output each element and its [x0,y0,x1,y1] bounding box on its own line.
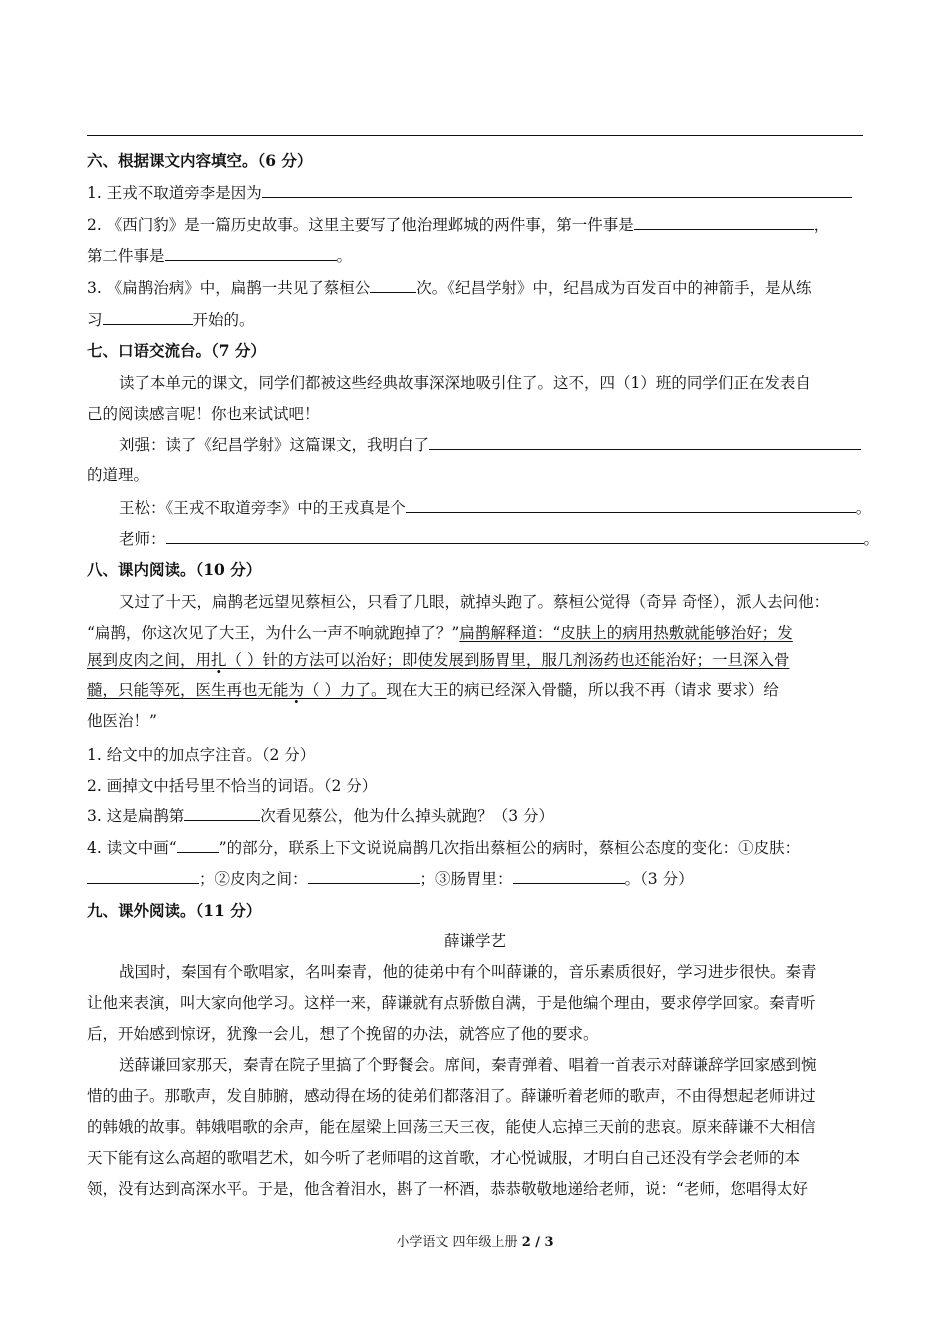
s8-p3-a: 展到皮肉之间，用 [87,651,212,669]
s8-q4-e: 。（3 分） [624,870,694,888]
s8-question-2: 2. 画掉文中括号里不恰当的词语。（2 分） [87,777,378,795]
s8-q4-d: ；③肠胃里： [419,870,513,888]
s6-question-1 [87,183,863,203]
s8-passage-line-5: 他医治！” [87,712,157,730]
s8-passage-line-1: 又过了十天，扁鹊老远望见蔡桓公，只看了几眼，就掉头跑了。蔡桓公觉得（奇异 奇怪），派人去问他： [119,593,830,611]
page-number: 2 / 3 [521,1235,554,1250]
s8-p3-b: （ ）针的方法可以治好；即使发展到肠胃里，服几剂汤药也还能治好；一旦深入骨 [226,651,790,669]
s7-teacher-blank[interactable] [166,529,864,544]
s8-q4-skin-blank[interactable] [87,869,199,884]
s6-q1-blank[interactable] [262,183,852,198]
s6-q2b-blank[interactable] [165,246,337,261]
s7-liuqiang [119,435,863,455]
s8-q3-blank[interactable] [184,806,260,821]
s8-p2-a: “扁鹊，你这次见了大王，为什么一声不响就跑掉了？” [87,624,460,642]
s6-q3a-blank[interactable] [370,278,416,293]
s6-question-3a [87,278,863,298]
s8-question-4-answers [87,869,863,889]
s7-wang-blank[interactable] [406,498,856,513]
s6-q1-text: 1. 王戎不取道旁李是因为 [87,184,262,202]
s8-q4-c: ；②皮肉之间： [199,870,308,888]
s6-q2a-blank[interactable] [634,215,814,230]
s6-question-2b [87,246,863,266]
s8-question-1: 1. 给文中的加点字注音。（2 分） [87,746,316,764]
s6-q3b-blank[interactable] [103,310,193,325]
s9-line-5: 惜的曲子。那歌声，发自肺腑，感动得在场的徒弟们都落泪了。薛谦听着老师的歌声，不由得想起老师讲过 [87,1087,816,1105]
section-7-heading: 七、口语交流台。（7 分） [87,341,266,360]
footer-text: 小学语文 四年级上册 [396,1235,522,1250]
s9-line-8: 领，没有达到高深水平。于是，他含着泪水，斟了一杯酒，恭恭敬敬地递给老师，说：“老师，您唱得太好 [87,1180,808,1198]
s7-liu-end: 的道理。 [87,466,150,484]
s7-teacher-end: 。 [863,530,880,548]
s8-passage-line-3 [87,650,863,670]
s6-q2b-end: 。 [336,247,353,265]
s9-line-1: 战国时，秦国有个歌唱家，名叫秦青，他的徒弟中有个叫薛谦的，音乐素质很好，学习进步很快。秦青 [119,963,817,981]
s7-teacher [119,529,880,549]
s8-p4-b: （ ）力了。 [304,681,387,699]
s8-passage-line-2 [87,623,863,643]
s6-question-2a [87,215,863,235]
top-answer-line [87,135,863,136]
s9-line-4: 送薛谦回家那天，秦青在院子里搞了个野餐会。席间，秦青弹着、唱着一首表示对薛谦辞学回家感到惋 [119,1056,817,1074]
s6-q3a-text: 3. 《扁鹊治病》中，扁鹊一共见了蔡桓公 [87,279,371,297]
page-footer [0,1231,950,1250]
s8-dotted-char-zha: 扎 [211,651,227,669]
section-6-heading: 六、根据课文内容填空。（6 分） [87,151,313,170]
s7-intro-1: 读了本单元的课文，同学们都被这些经典故事深深地吸引住了。这不，四（1）班的同学们正在发表自 [119,374,811,392]
s8-passage-line-4 [87,680,863,700]
s7-intro-2: 己的阅读感言呢！你也来试试吧！ [87,405,320,423]
s9-line-7: 天下能有这么高超的歌唱艺术，如今听了老师唱的这首歌，才心悦诚服，才明白自己还没有学会老师的本 [87,1149,801,1167]
s7-teacher-text: 老师： [119,530,166,548]
s6-q2a-end: ， [813,216,830,234]
s8-question-3 [87,806,863,826]
s6-q3b-text: 习 [87,311,103,329]
s9-line-2: 让他来表演，叫大家向他学习。这样一来，薛谦就有点骄傲自满，于是他编个理由，要求停学回家。秦青听 [87,994,816,1012]
s8-dotted-char-wei: 为 [288,681,305,699]
s8-question-4 [87,838,863,858]
s9-line-3: 后，开始感到惊讶，犹豫一会儿，想了个挽留的办法，就答应了他的要求。 [87,1025,599,1043]
s8-p4-c: 现在大王的病已经深入骨髓，所以我不再（请求 要求）给 [386,681,779,699]
s6-q2a-text: 2. 《西门豹》是一篇历史故事。这里主要写了他治理邺城的两件事，第一件事是 [87,216,634,234]
s8-q4-a: 4. 读文中画“ [87,839,177,857]
s6-question-3b [87,310,863,330]
s7-wangsong [119,498,872,518]
s6-q3b-end: 开始的。 [192,311,255,329]
s9-article-title: 薛谦学艺 [443,932,506,950]
s8-p4-a: 髓，只能等死，医生再也无能 [87,681,289,699]
s8-q3-b: 次看见蔡公，他为什么掉头就跑？（3 分） [260,807,555,825]
s8-q4-flesh-blank[interactable] [308,869,420,884]
s8-p4-underlined [87,681,386,699]
section-8-heading: 八、课内阅读。（10 分） [87,560,262,579]
s7-liu-text: 刘强：读了《纪昌学射》这篇课文，我明白了 [119,436,430,454]
s7-wang-end: 。 [855,499,872,517]
s8-p2-underlined: 扁鹊解释道：“皮肤上的病用热敷就能够治好；发 [459,624,793,642]
s7-wang-text: 王松：《王戎不取道旁李》中的王戎真是个 [119,499,406,517]
s8-q4-underline-sample [177,838,219,853]
s8-q4-b: ”的部分，联系上下文说说扁鹊几次指出蔡桓公的病时，蔡桓公态度的变化：①皮肤： [218,839,801,857]
s8-q4-stomach-blank[interactable] [513,869,625,884]
section-9-heading: 九、课外阅读。（11 分） [87,901,262,920]
s6-q2b-text: 第二件事是 [87,247,165,265]
s9-line-6: 的韩娥的故事。韩娥唱歌的余声，能在屋梁上回荡三天三夜，能使人忘掉三天前的悲哀。原来薛谦不大相信 [87,1118,816,1136]
s7-liu-blank[interactable] [429,435,861,450]
s6-q3a-mid: 次。《纪昌学射》中，纪昌成为百发百中的神箭手，是从练 [416,279,812,297]
s8-q3-a: 3. 这是扁鹊第 [87,807,185,825]
